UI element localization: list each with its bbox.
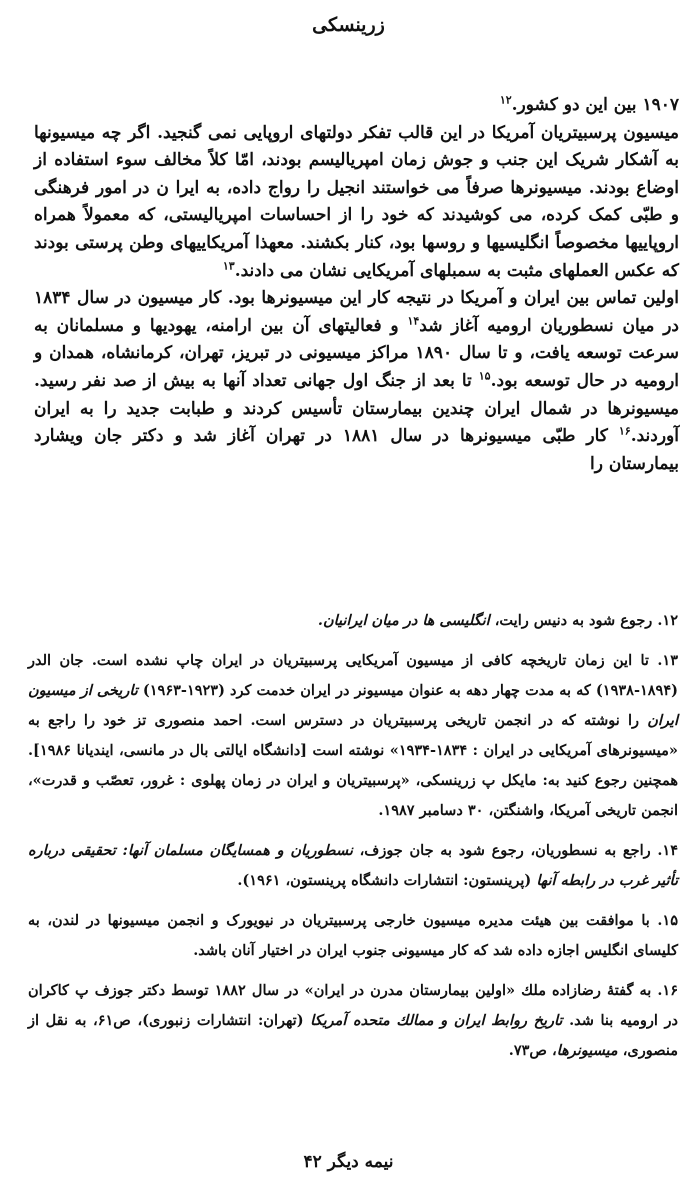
book-title: تاریخی از میسیون ایران (28, 682, 678, 729)
footnote-16 (28, 976, 678, 1066)
footnote-text: به گفتهٔ رضازاده ملك «اولین بیمارستان مدرن در ایران» در سال ۱۸۸۲ توسط دکتر جوزف پ کاکران در ارومیه بنا شد. (28, 982, 678, 1029)
footnote-number: ۱۲. (657, 612, 678, 629)
page-footer: نیمه دیگر ۴۲ (303, 1152, 394, 1172)
footnote-ref-13[interactable]: ۱۳ (222, 258, 235, 272)
paragraph-1-text: ۱۹۰۷ بین این دو کشور. (511, 95, 679, 115)
paragraph-3-text-c: تا بعد از جنگ اول جهانی تعداد آنها به بیش از صد نفر رسید. میسیونرها در شمال ایران چندین بیمارستان تأسیس کردند و طبابت جدید را به ایران آوردند. (34, 370, 679, 447)
footnote-13 (28, 646, 678, 826)
paragraph-1 (34, 92, 679, 120)
footnote-number: ۱۳. (657, 652, 678, 669)
paragraph-2-text: میسیون پرسبیتریان آمریکا در این قالب تفکر دولتهای اروپایی نمی گنجید. اگر چه میسیونها به آشکار شریک این جنب و جوش زمان امپریالیسم بودند، امّا کلاً مخالف سوء استفاده از اوضاع بودند. میسیونرها صرفاً می خواستند انجیل را رواج داده، به ایرا ن در امور فرهنگی و طبّی کمک کرده، می کوشیدند که خود را از احساسات امپریالیستی، که معمولاً همراه اروپاییها مخصوصاً انگلیسیها و روسها بود، کنار بکشند. معهذا آمریکاییهای وطن پرستی بودند که عکس العملهای مثبت به سمبلهای آمریکایی نشان می دادند. (34, 122, 679, 281)
footnote-text: رجوع شود به دنیس رایت، (489, 612, 658, 629)
footnote-number: ۱۶. (657, 982, 678, 999)
footnote-text: (پرینستون: انتشارات دانشگاه پرینستون، ۱۹۶۱). (237, 872, 537, 889)
footnote-text: ، ص۷۳. (508, 1042, 557, 1059)
paragraph-3 (34, 285, 679, 478)
book-title: انگلیسی ها در میان ایرانیان. (317, 612, 490, 629)
running-header: زرینسکی (312, 14, 385, 36)
book-title: تاریخ روابط ایران و ممالك متحده آمریکا (310, 1012, 563, 1029)
footnote-text: را نوشته که در انجمن تاریخی پرسبیتریان در دسترس است. احمد منصوری تز خود را راجع به «میسیونرهای آمریکایی در ایران : ۱۸۳۴-۱۹۳۴» نوشته است [دانشگاه ایالتی بال در مانسی، ایندیانا ۱۹۸۶]. همچنین رجوع کنید به: مایکل پ زرینسکی، «پرسبیتریان و ایران در زمان پهلوی : غرور، تعصّب و قدرت»، انجمن تاریخی آمریکا، واشنگتن، ۳۰ دسامبر ۱۹۸۷. (28, 712, 678, 819)
footnote-ref-14[interactable]: ۱۴ (407, 314, 420, 328)
footnote-text: (تهران: انتشارات زنبوری)، ص۶۱، به نقل از منصوری، (28, 1012, 678, 1059)
paragraph-2 (34, 120, 679, 286)
footnote-15 (28, 906, 678, 966)
book-title: میسیونرها (556, 1042, 618, 1059)
footnote-text: با موافقت بین هیئت مدیره میسیون خارجی پرسبیتریان در نیویورک و انجمن میسیونها در لندن، به کلیسای انگلیس اجازه داده شد که کار میسیونی جنوب ایران در اختیار آنان باشد. (28, 912, 678, 959)
footnote-text: تا این زمان تاریخچه کافی از میسیون آمریکایی پرسبیتریان در ایران چاپ نشده است. جان الدر (۱۸۹۴-۱۹۳۸) که به مدت چهار دهه به عنوان میسیونر در ایران خدمت کرد (۱۹۲۳-۱۹۶۳) (28, 652, 678, 699)
footnote-ref-16[interactable]: ۱۶ (618, 424, 631, 438)
book-title: نسطوریان و همسایگان مسلمان آنها: تحقیقی درباره تأثیر غرب در رابطه آنها (28, 842, 678, 889)
paragraph-3-text-d: کار طبّی میسیونرها در سال ۱۸۸۱ در تهران آغاز شد و دکتر جان ویشارد بیمارستان را (34, 426, 679, 474)
footnote-ref-15[interactable]: ۱۵ (478, 369, 491, 383)
footnote-number: ۱۴. (657, 842, 678, 859)
footnote-ref-12[interactable]: ۱۲ (499, 93, 512, 107)
footnote-14 (28, 836, 678, 896)
paragraph-3-text-b: و فعالیتهای آن بین ارامنه، یهودیها و مسلمانان به سرعت توسعه یافت، و تا سال ۱۸۹۰ مراکز میسیونی در تبریز، تهران، کرمانشاه، همدان و ارومیه در حال توسعه بود. (34, 315, 679, 391)
footnotes (28, 606, 678, 1066)
footnote-12 (28, 606, 678, 636)
footnote-number: ۱۵. (657, 912, 678, 929)
footnote-text: راجع به نسطوریان، رجوع شود به جان جوزف، (352, 842, 658, 859)
paragraph-3-text-a: اولین تماس بین ایران و آمریکا در نتیجه کار این میسیونرها بود. کار میسیون در سال ۱۸۳۴ در میان نسطوریان ارومیه آغاز شد (34, 288, 679, 336)
main-text (34, 92, 679, 478)
